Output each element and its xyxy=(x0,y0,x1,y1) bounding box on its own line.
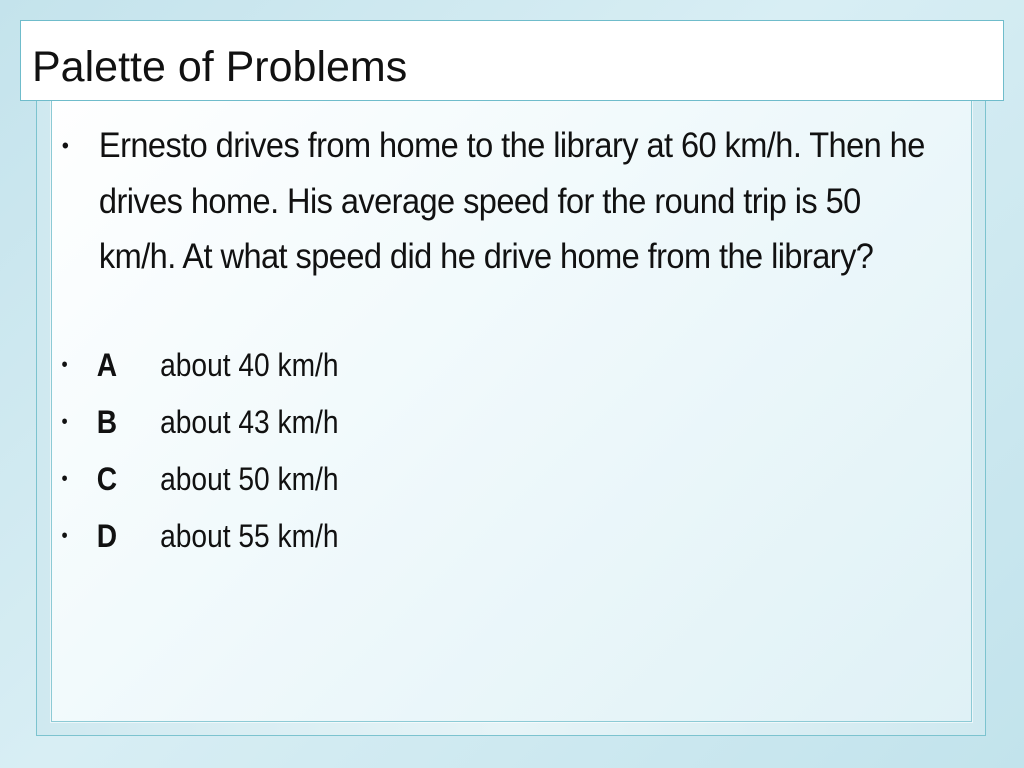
answer-choices xyxy=(58,337,958,565)
choice-b xyxy=(58,394,850,451)
choice-c xyxy=(58,451,850,508)
choice-a xyxy=(58,337,850,394)
bullet-icon: • xyxy=(61,410,68,433)
bullet-icon: • xyxy=(61,524,68,547)
choice-letter: D xyxy=(96,517,118,554)
choice-text: about 43 km/h xyxy=(160,403,339,440)
question-text: Ernesto drives from home to the library at 60 km/h. Then he drives home. His average speed for the round trip is 50 km/h. At what speed did he drive home from the library? xyxy=(98,126,925,276)
question-bullet xyxy=(58,118,945,285)
choice-letter: B xyxy=(96,403,118,440)
choice-text: about 55 km/h xyxy=(160,517,339,554)
bullet-icon: • xyxy=(61,133,69,158)
bullet-icon: • xyxy=(61,467,68,490)
slide-title: Palette of Problems xyxy=(32,43,408,91)
choice-text: about 40 km/h xyxy=(160,346,339,383)
bullet-icon: • xyxy=(61,353,68,376)
title-box xyxy=(20,20,1004,101)
choice-letter: C xyxy=(96,460,118,497)
choice-d xyxy=(58,508,850,565)
choice-letter: A xyxy=(96,346,118,383)
choice-text: about 50 km/h xyxy=(160,460,339,497)
slide-content xyxy=(58,118,958,565)
